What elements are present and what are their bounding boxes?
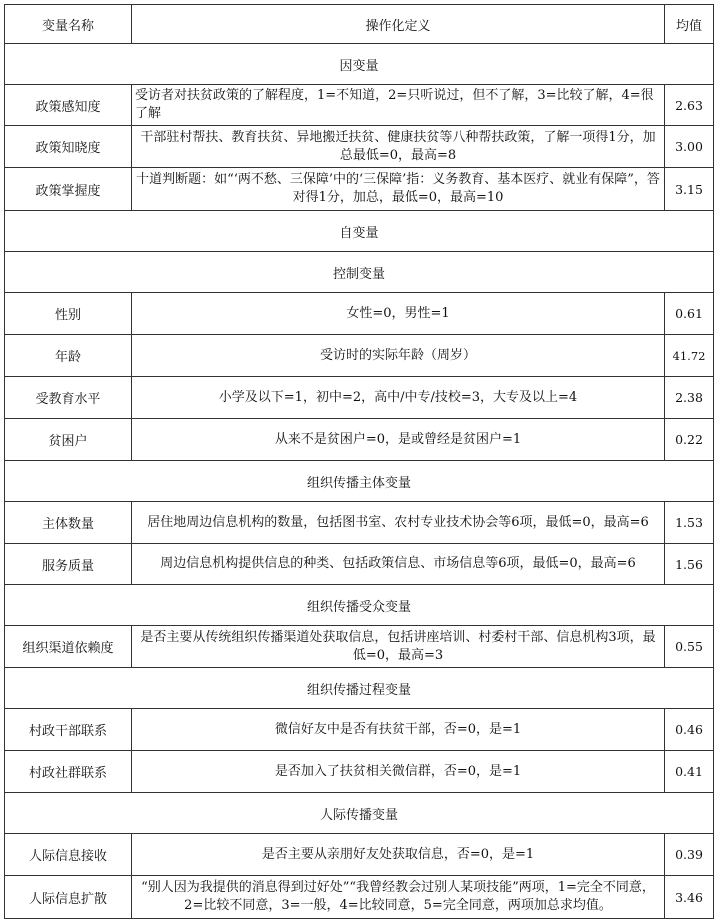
row-mean: 1.56 [665, 544, 714, 585]
row-mean: 3.15 [665, 168, 714, 211]
row-definition: “别人因为我提供的消息得到过好处”“我曾经教会过别人某项技能”两项，1=完全不同意，2=比较不同意，3=一般，4=比较同意，5=完全同意，两项加总求均值。 [132, 876, 665, 919]
section-dependent [5, 44, 714, 85]
row-definition: 居住地周边信息机构的数量，包括图书室、农村专业技术协会等6项，最低=0，最高=6 [132, 502, 665, 544]
section-title: 因变量 [5, 44, 714, 85]
row-mean: 0.55 [665, 626, 714, 668]
table-row [5, 335, 714, 377]
header-name: 变量名称 [5, 5, 132, 44]
variable-table [4, 4, 714, 919]
row-name: 年龄 [5, 335, 132, 377]
table-row [5, 85, 714, 126]
row-definition: 受访时的实际年龄（周岁） [132, 335, 665, 377]
row-definition: 十道判断题：如“‘两不愁、三保障’中的‘三保障’指：义务教育、基本医疗、就业有保障”，答对得1分，加总，最低=0，最高=10 [132, 168, 665, 211]
section-control [5, 252, 714, 293]
row-name: 村政社群联系 [5, 751, 132, 793]
row-name: 受教育水平 [5, 377, 132, 419]
row-mean: 2.38 [665, 377, 714, 419]
table-row [5, 626, 714, 668]
section-title: 组织传播过程变量 [5, 668, 714, 709]
section-title: 控制变量 [5, 252, 714, 293]
table-row [5, 419, 714, 461]
row-name: 主体数量 [5, 502, 132, 544]
table-row [5, 544, 714, 585]
row-mean: 41.72 [665, 335, 714, 377]
section-title: 组织传播受众变量 [5, 585, 714, 626]
row-definition: 从来不是贫困户=0，是或曾经是贫困户=1 [132, 419, 665, 461]
row-name: 贫困户 [5, 419, 132, 461]
row-name: 组织渠道依赖度 [5, 626, 132, 668]
row-mean: 3.46 [665, 876, 714, 919]
table-row [5, 709, 714, 751]
row-name: 村政干部联系 [5, 709, 132, 751]
table-row [5, 126, 714, 168]
section-org-process [5, 668, 714, 709]
row-mean: 0.46 [665, 709, 714, 751]
section-org-audience [5, 585, 714, 626]
table-row [5, 293, 714, 335]
section-title: 组织传播主体变量 [5, 461, 714, 502]
row-name: 政策知晓度 [5, 126, 132, 168]
row-definition: 受访者对扶贫政策的了解程度，1=不知道，2=只听说过，但不了解，3=比较了解，4=很了解 [132, 85, 665, 126]
row-mean: 0.61 [665, 293, 714, 335]
row-definition: 是否主要从传统组织传播渠道处获取信息，包括讲座培训、村委村干部、信息机构3项，最低=0，最高=3 [132, 626, 665, 668]
row-mean: 2.63 [665, 85, 714, 126]
row-definition: 微信好友中是否有扶贫干部，否=0，是=1 [132, 709, 665, 751]
section-org-subject [5, 461, 714, 502]
row-mean: 0.22 [665, 419, 714, 461]
row-name: 服务质量 [5, 544, 132, 585]
table-row [5, 876, 714, 919]
row-name: 人际信息接收 [5, 834, 132, 876]
table-row [5, 377, 714, 419]
row-definition: 周边信息机构提供信息的种类、包括政策信息、市场信息等6项，最低=0，最高=6 [132, 544, 665, 585]
row-definition: 是否主要从亲朋好友处获取信息，否=0，是=1 [132, 834, 665, 876]
row-definition: 是否加入了扶贫相关微信群，否=0，是=1 [132, 751, 665, 793]
header-row [5, 5, 714, 44]
table-row [5, 834, 714, 876]
section-title: 人际传播变量 [5, 793, 714, 834]
row-mean: 0.41 [665, 751, 714, 793]
row-definition: 小学及以下=1，初中=2，高中/中专/技校=3，大专及以上=4 [132, 377, 665, 419]
table-row [5, 168, 714, 211]
header-mean: 均值 [665, 5, 714, 44]
row-mean: 3.00 [665, 126, 714, 168]
header-definition: 操作化定义 [132, 5, 665, 44]
row-mean: 1.53 [665, 502, 714, 544]
row-name: 人际信息扩散 [5, 876, 132, 919]
row-mean: 0.39 [665, 834, 714, 876]
row-definition: 干部驻村帮扶、教育扶贫、异地搬迁扶贫、健康扶贫等八种帮扶政策，了解一项得1分，加总最低=0，最高=8 [132, 126, 665, 168]
section-interpersonal [5, 793, 714, 834]
row-name: 政策掌握度 [5, 168, 132, 211]
row-name: 政策感知度 [5, 85, 132, 126]
table-row [5, 751, 714, 793]
row-name: 性别 [5, 293, 132, 335]
table-row [5, 502, 714, 544]
row-definition: 女性=0，男性=1 [132, 293, 665, 335]
section-independent [5, 211, 714, 252]
section-title: 自变量 [5, 211, 714, 252]
